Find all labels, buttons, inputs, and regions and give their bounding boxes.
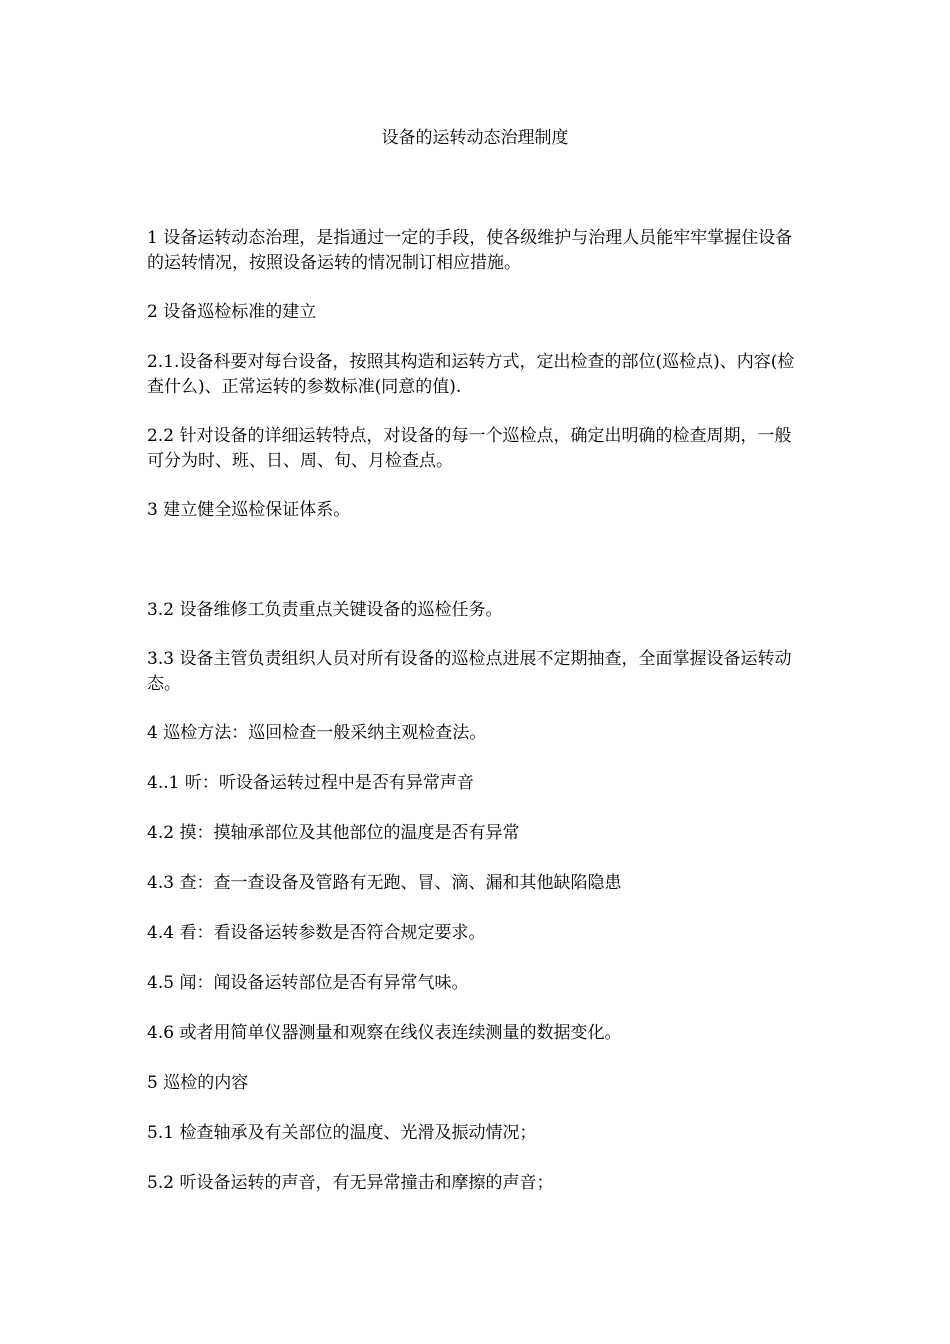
- paragraph-3: 3 建立健全巡检保证体系。: [147, 500, 351, 520]
- paragraph-2-2: 2.2 针对设备的详细运转特点，对设备的每一个巡检点，确定出明确的检查周期，一般可分为时、班、日、周、旬、月检查点。: [147, 426, 792, 471]
- paragraph-2-1: 2.1.设备科要对每台设备，按照其构造和运转方式，定出检查的部位(巡检点)、内容(检查什么)、正常运转的参数标准(同意的值).: [147, 352, 795, 397]
- paragraph-4-6: 4.6 或者用简单仪器测量和观察在线仪表连续测量的数据变化。: [147, 1023, 622, 1043]
- paragraph-5-1: 5.1 检查轴承及有关部位的温度、光滑及振动情况；: [147, 1123, 537, 1143]
- paragraph-4-4: 4.4 看：看设备运转参数是否符合规定要求。: [147, 923, 486, 943]
- paragraph-3-2: 3.2 设备维修工负责重点关键设备的巡检任务。: [147, 600, 503, 620]
- paragraph-4-5: 4.5 闻：闻设备运转部位是否有异常气味。: [147, 973, 469, 993]
- paragraph-2: 2 设备巡检标准的建立: [147, 302, 317, 322]
- paragraph-5-2: 5.2 听设备运转的声音，有无异常撞击和摩擦的声音；: [147, 1173, 554, 1193]
- document-title: 设备的运转动态治理制度: [381, 128, 569, 148]
- paragraph-4-1: 4..1 听：听设备运转过程中是否有异常声音: [147, 773, 474, 793]
- paragraph-4: 4 巡检方法：巡回检查一般采纳主观检查法。: [147, 723, 487, 743]
- paragraph-5: 5 巡检的内容: [147, 1073, 249, 1093]
- paragraph-4-2: 4.2 摸：摸轴承部位及其他部位的温度是否有异常: [147, 823, 520, 843]
- paragraph-1: 1 设备运转动态治理，是指通过一定的手段，使各级维护与治理人员能牢牢掌握住设备的运转情况，按照设备运转的情况制订相应措施。: [147, 228, 793, 273]
- paragraph-3-3: 3.3 设备主管负责组织人员对所有设备的巡检点进展不定期抽查，全面掌握设备运转动态。: [147, 649, 792, 694]
- paragraph-4-3: 4.3 查：查一查设备及管路有无跑、冒、滴、漏和其他缺陷隐患: [147, 873, 622, 893]
